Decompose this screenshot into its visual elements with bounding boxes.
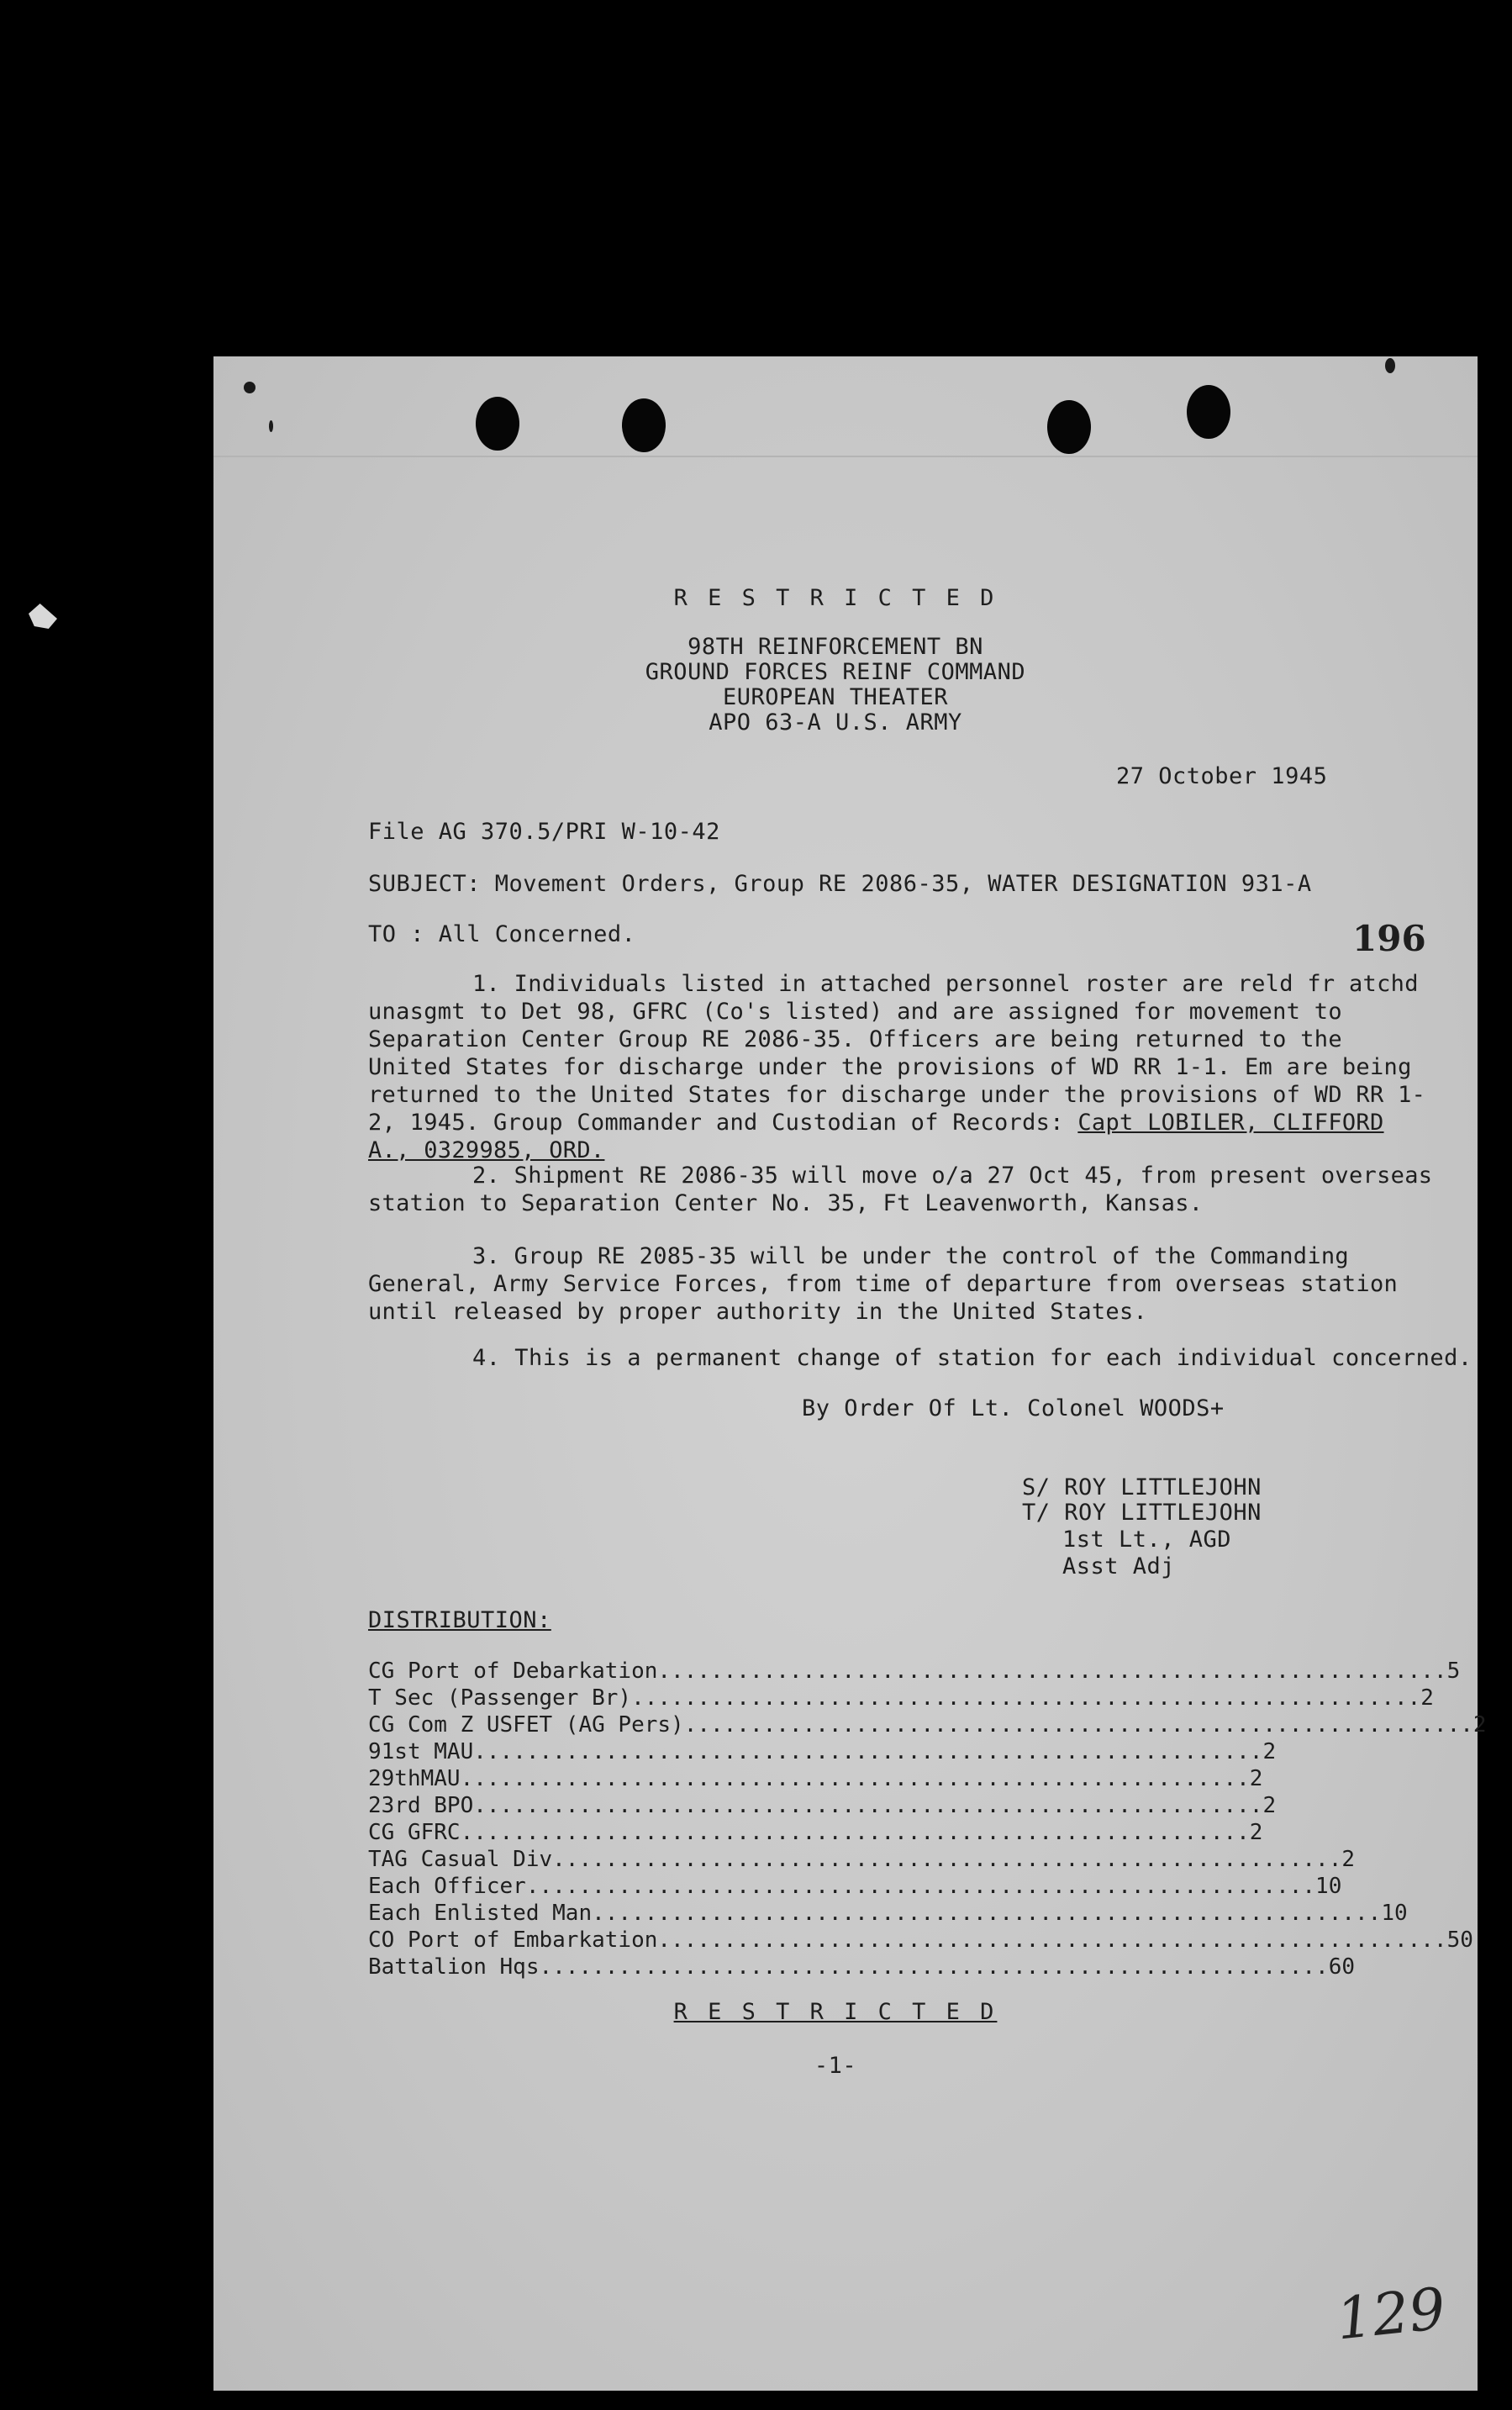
distribution-row <box>368 1711 1487 1738</box>
page-fold-line <box>213 456 1478 457</box>
classification-header: R E S T R I C T E D <box>673 585 998 611</box>
distribution-count: 2 <box>1249 1820 1263 1845</box>
paragraph-2: 2. Shipment RE 2086-35 will move o/a 27 Oct 45, from present overseas station to Separation Center No. 35, Ft Leavenworth, Kansas. <box>368 1163 1433 1216</box>
distribution-list <box>368 1658 1487 1994</box>
distribution-count: 50 <box>1446 1927 1473 1953</box>
punch-hole <box>476 397 519 451</box>
unit-line: GROUND FORCES REINF COMMAND <box>645 659 1026 685</box>
paragraph-4: 4. This is a permanent change of station for each individual concerned. <box>472 1345 1472 1371</box>
page-number: -1- <box>814 2053 857 2079</box>
distribution-recipient: CG Port of Debarkation <box>368 1659 658 1684</box>
punch-hole <box>1187 385 1230 439</box>
distribution-recipient: TAG Casual Div <box>368 1847 553 1872</box>
order-line: By Order Of Lt. Colonel WOODS+ <box>802 1395 1225 1421</box>
dot-leader: ............................................................ <box>683 1712 1473 1738</box>
document-number: 196 <box>1352 918 1426 959</box>
distribution-row <box>368 1954 1356 1980</box>
handwritten-page-number: 129 <box>1333 2276 1449 2354</box>
distribution-row <box>368 1685 1434 1711</box>
unit-line: 98TH REINFORCEMENT BN <box>688 634 983 660</box>
unit-line: APO 63-A U.S. ARMY <box>709 709 962 736</box>
distribution-count: 2 <box>1420 1685 1434 1711</box>
dot-leader: ............................................................ <box>460 1820 1250 1845</box>
distribution-row <box>368 1900 1408 1927</box>
paragraph-1 <box>368 970 1436 1164</box>
dot-leader: ............................................................ <box>460 1766 1250 1791</box>
distribution-row <box>368 1873 1342 1900</box>
dot-leader: ............................................................ <box>525 1874 1316 1899</box>
distribution-recipient: 23rd BPO <box>368 1793 474 1818</box>
distribution-recipient: CG Com Z USFET (AG Pers) <box>368 1712 684 1738</box>
paragraph-3: 3. Group RE 2085-35 will be under the control of the Commanding General, Army Service Forces, from time of departure from overseas station until released by proper authority in the United States. <box>368 1243 1399 1325</box>
distribution-recipient: Each Officer <box>368 1874 526 1899</box>
dot-leader: ............................................................ <box>473 1793 1263 1818</box>
distribution-heading: DISTRIBUTION: <box>368 1607 551 1633</box>
subject-line: SUBJECT: Movement Orders, Group RE 2086-35, WATER DESIGNATION 931-A <box>368 871 1312 897</box>
dot-leader: ............................................................ <box>473 1739 1263 1764</box>
document-date: 27 October 1945 <box>1116 763 1328 789</box>
document-page <box>213 356 1487 2391</box>
paragraph-1-text: 1. Individuals listed in attached personnel roster are reld fr atchd unasgmt to Det 98, GFRC (Co's listed) and are assigned for movement to Separation Center Group RE 2086-35. Officers are being returned to the United States for discharge under the provisions of WD RR 1-1. Em are being returned to the United States for discharge under the provisions of WD RR 1-2, 1945. Group Commander and Custodian of Records: <box>368 971 1426 1136</box>
dot-leader: ............................................................ <box>631 1685 1421 1711</box>
punch-hole <box>622 398 666 452</box>
distribution-recipient: 91st MAU <box>368 1739 474 1764</box>
distribution-count: 2 <box>1262 1793 1277 1818</box>
dot-leader: ............................................................ <box>539 1954 1329 1980</box>
distribution-row <box>368 1792 1277 1819</box>
distribution-recipient: T Sec (Passenger Br) <box>368 1685 632 1711</box>
dot-leader: ............................................................ <box>592 1901 1382 1926</box>
distribution-count: 5 <box>1446 1659 1461 1684</box>
distribution-row <box>368 1819 1263 1846</box>
distribution-row <box>368 1846 1356 1873</box>
paper-scrap <box>29 604 57 629</box>
distribution-count: 2 <box>1472 1712 1487 1738</box>
distribution-row <box>368 1927 1473 1954</box>
distribution-row <box>368 1765 1263 1792</box>
distribution-count: 10 <box>1315 1874 1342 1899</box>
ink-speck <box>1385 358 1395 373</box>
distribution-recipient: CG GFRC <box>368 1820 461 1845</box>
signature-rank: 1st Lt., AGD <box>1062 1527 1232 1553</box>
custodian-of-records: Capt LOBILER, CLIFFORD A., 0329985, ORD. <box>368 1110 1384 1163</box>
dot-leader: ............................................................ <box>552 1847 1342 1872</box>
distribution-recipient: 29thMAU <box>368 1766 461 1791</box>
distribution-count: 10 <box>1381 1901 1408 1926</box>
distribution-recipient: CO Port of Embarkation <box>368 1927 658 1953</box>
punch-hole <box>1047 400 1091 454</box>
signature-typed: T/ ROY LITTLEJOHN <box>1022 1500 1262 1526</box>
distribution-count: 2 <box>1341 1847 1356 1872</box>
distribution-recipient: Each Enlisted Man <box>368 1901 593 1926</box>
distribution-count: 2 <box>1249 1766 1263 1791</box>
distribution-row <box>368 1738 1277 1765</box>
dot-leader: ............................................................ <box>657 1927 1447 1953</box>
dot-leader: ............................................................ <box>657 1659 1447 1684</box>
distribution-count: 2 <box>1262 1739 1277 1764</box>
ink-speck <box>244 382 256 393</box>
distribution-recipient: Battalion Hqs <box>368 1954 540 1980</box>
unit-line: EUROPEAN THEATER <box>722 684 949 710</box>
signature-signed: S/ ROY LITTLEJOHN <box>1022 1474 1262 1500</box>
to-line: TO : All Concerned. <box>368 921 636 947</box>
distribution-count: 60 <box>1328 1954 1356 1980</box>
file-reference: File AG 370.5/PRI W-10-42 <box>368 819 720 845</box>
signature-title: Asst Adj <box>1062 1553 1176 1579</box>
distribution-row <box>368 1658 1461 1685</box>
classification-footer: R E S T R I C T E D <box>673 1999 998 2025</box>
ink-speck <box>269 420 273 432</box>
